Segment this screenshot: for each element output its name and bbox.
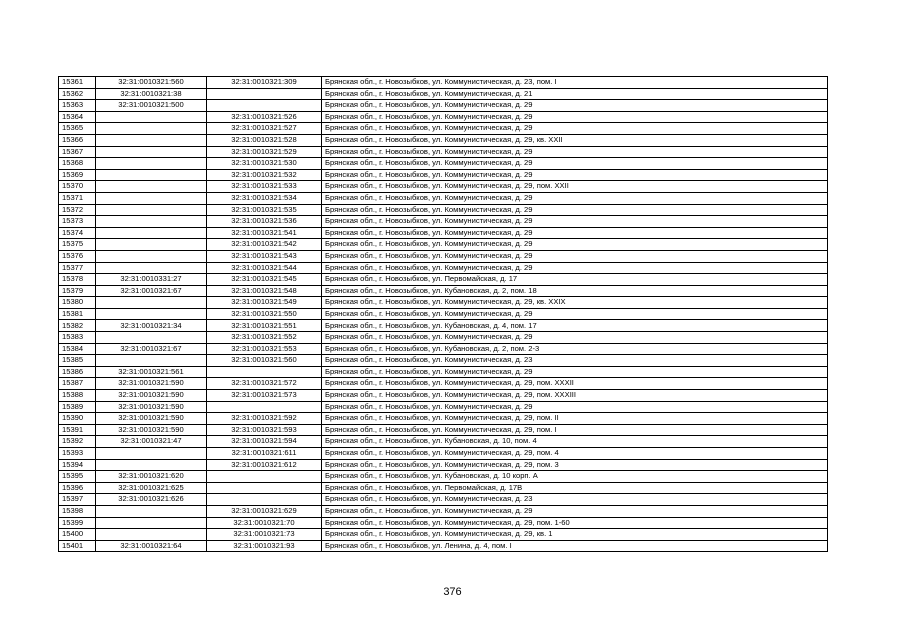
record-number-cell: 15381 [59,308,96,320]
record-number-cell: 15400 [59,529,96,541]
cadastral-number-cell [96,459,207,471]
table-row [59,297,828,309]
cadastral-number-cell: 32:31:0010321:590 [96,390,207,402]
table-row [59,134,828,146]
table-row [59,274,828,286]
parent-cadastral-number-cell: 32:31:0010321:549 [207,297,322,309]
parent-cadastral-number-cell: 32:31:0010321:542 [207,239,322,251]
cadastral-number-cell [96,250,207,262]
record-number-cell: 15388 [59,390,96,402]
parent-cadastral-number-cell: 32:31:0010321:545 [207,274,322,286]
table-row [59,262,828,274]
address-cell: Брянская обл., г. Новозыбков, ул. Коммунистическая, д. 21 [322,88,828,100]
record-number-cell: 15398 [59,505,96,517]
address-cell: Брянская обл., г. Новозыбков, ул. Коммунистическая, д. 29, пом. 4 [322,448,828,460]
address-cell: Брянская обл., г. Новозыбков, ул. Коммунистическая, д. 29, пом. II [322,413,828,425]
cadastral-number-cell [96,146,207,158]
record-number-cell: 15393 [59,448,96,460]
parent-cadastral-number-cell [207,88,322,100]
parent-cadastral-number-cell: 32:31:0010321:552 [207,332,322,344]
table-row [59,100,828,112]
record-number-cell: 15394 [59,459,96,471]
parent-cadastral-number-cell: 32:31:0010321:309 [207,77,322,89]
table-row [59,285,828,297]
record-number-cell: 15371 [59,192,96,204]
record-number-cell: 15365 [59,123,96,135]
table-row [59,216,828,228]
parent-cadastral-number-cell: 32:31:0010321:560 [207,355,322,367]
table-row [59,77,828,89]
cadastral-number-cell [96,123,207,135]
address-cell: Брянская обл., г. Новозыбков, ул. Коммунистическая, д. 29 [322,239,828,251]
parent-cadastral-number-cell: 32:31:0010321:529 [207,146,322,158]
address-cell: Брянская обл., г. Новозыбков, ул. Коммунистическая, д. 29 [322,169,828,181]
record-number-cell: 15389 [59,401,96,413]
table-row [59,494,828,506]
cadastral-number-cell [96,505,207,517]
address-cell: Брянская обл., г. Новозыбков, ул. Коммунистическая, д. 29 [322,204,828,216]
table-row [59,158,828,170]
address-cell: Брянская обл., г. Новозыбков, ул. Коммунистическая, д. 29 [322,192,828,204]
cadastral-number-cell [96,111,207,123]
table-row [59,517,828,529]
parent-cadastral-number-cell: 32:31:0010321:593 [207,424,322,436]
parent-cadastral-number-cell: 32:31:0010321:73 [207,529,322,541]
page-number: 376 [443,586,462,598]
table-row [59,239,828,251]
record-number-cell: 15363 [59,100,96,112]
cadastral-number-cell [96,216,207,228]
table-row [59,123,828,135]
table-row [59,320,828,332]
cadastral-number-cell [96,192,207,204]
table-row [59,181,828,193]
table-row [59,227,828,239]
table-row [59,390,828,402]
table-row [59,192,828,204]
parent-cadastral-number-cell: 32:31:0010321:70 [207,517,322,529]
cadastral-number-cell [96,204,207,216]
cadastral-number-cell: 32:31:0010321:620 [96,471,207,483]
cadastral-number-cell [96,529,207,541]
parent-cadastral-number-cell: 32:31:0010321:527 [207,123,322,135]
address-cell: Брянская обл., г. Новозыбков, ул. Коммунистическая, д. 29 [322,262,828,274]
cadastral-number-cell: 32:31:0010321:560 [96,77,207,89]
table-row [59,482,828,494]
table-row [59,169,828,181]
record-number-cell: 15361 [59,77,96,89]
cadastral-number-cell [96,134,207,146]
address-cell: Брянская обл., г. Новозыбков, ул. Коммунистическая, д. 29, пом. XXXII [322,378,828,390]
address-cell: Брянская обл., г. Новозыбков, ул. Коммунистическая, д. 29 [322,332,828,344]
parent-cadastral-number-cell: 32:31:0010321:594 [207,436,322,448]
record-number-cell: 15395 [59,471,96,483]
record-number-cell: 15392 [59,436,96,448]
parent-cadastral-number-cell: 32:31:0010321:572 [207,378,322,390]
parent-cadastral-number-cell [207,471,322,483]
record-number-cell: 15396 [59,482,96,494]
address-cell: Брянская обл., г. Новозыбков, ул. Коммунистическая, д. 29, пом. 3 [322,459,828,471]
record-number-cell: 15376 [59,250,96,262]
cadastral-number-cell: 32:31:0010321:67 [96,285,207,297]
record-number-cell: 15380 [59,297,96,309]
cadastral-number-cell: 32:31:0010321:34 [96,320,207,332]
address-cell: Брянская обл., г. Новозыбков, ул. Коммунистическая, д. 23, пом. I [322,77,828,89]
address-cell: Брянская обл., г. Новозыбков, ул. Кубановская, д. 10, пом. 4 [322,436,828,448]
address-cell: Брянская обл., г. Новозыбков, ул. Коммунистическая, д. 29 [322,111,828,123]
cadastral-number-cell [96,297,207,309]
cadastral-number-cell [96,227,207,239]
parent-cadastral-number-cell: 32:31:0010321:550 [207,308,322,320]
table-row [59,505,828,517]
cadastral-number-cell: 32:31:0010321:590 [96,378,207,390]
address-cell: Брянская обл., г. Новозыбков, ул. Коммунистическая, д. 29 [322,227,828,239]
record-number-cell: 15382 [59,320,96,332]
parent-cadastral-number-cell: 32:31:0010321:541 [207,227,322,239]
address-cell: Брянская обл., г. Новозыбков, ул. Коммунистическая, д. 23 [322,494,828,506]
parent-cadastral-number-cell: 32:31:0010321:534 [207,192,322,204]
parent-cadastral-number-cell: 32:31:0010321:93 [207,540,322,552]
parent-cadastral-number-cell [207,366,322,378]
table-row [59,355,828,367]
address-cell: Брянская обл., г. Новозыбков, ул. Коммунистическая, д. 29, кв. 1 [322,529,828,541]
address-cell: Брянская обл., г. Новозыбков, ул. Коммунистическая, д. 29, кв. XXII [322,134,828,146]
address-cell: Брянская обл., г. Новозыбков, ул. Коммунистическая, д. 29 [322,366,828,378]
parent-cadastral-number-cell: 32:31:0010321:573 [207,390,322,402]
cadastral-number-cell: 32:31:0010331:27 [96,274,207,286]
record-number-cell: 15377 [59,262,96,274]
record-number-cell: 15374 [59,227,96,239]
address-cell: Брянская обл., г. Новозыбков, ул. Коммунистическая, д. 29 [322,401,828,413]
table-row [59,343,828,355]
cadastral-number-cell [96,308,207,320]
table-row [59,413,828,425]
parent-cadastral-number-cell: 32:31:0010321:535 [207,204,322,216]
parent-cadastral-number-cell: 32:31:0010321:528 [207,134,322,146]
address-cell: Брянская обл., г. Новозыбков, ул. Коммунистическая, д. 29 [322,158,828,170]
record-number-cell: 15378 [59,274,96,286]
record-number-cell: 15364 [59,111,96,123]
cadastral-number-cell: 32:31:0010321:47 [96,436,207,448]
cadastral-number-cell [96,169,207,181]
parent-cadastral-number-cell: 32:31:0010321:612 [207,459,322,471]
address-cell: Брянская обл., г. Новозыбков, ул. Кубановская, д. 2, пом. 18 [322,285,828,297]
table-row [59,204,828,216]
address-cell: Брянская обл., г. Новозыбков, ул. Первомайская, д. 17 [322,274,828,286]
cadastral-number-cell [96,181,207,193]
table-row [59,540,828,552]
address-cell: Брянская обл., г. Новозыбков, ул. Коммунистическая, д. 29, пом. XXXIII [322,390,828,402]
cadastral-number-cell: 32:31:0010321:64 [96,540,207,552]
address-cell: Брянская обл., г. Новозыбков, ул. Кубановская, д. 4, пом. 17 [322,320,828,332]
cadastral-number-cell [96,158,207,170]
parent-cadastral-number-cell: 32:31:0010321:543 [207,250,322,262]
cadastral-number-cell: 32:31:0010321:561 [96,366,207,378]
table-row [59,459,828,471]
table-row [59,378,828,390]
address-cell: Брянская обл., г. Новозыбков, ул. Коммунистическая, д. 29, кв. XXIX [322,297,828,309]
record-number-cell: 15383 [59,332,96,344]
parent-cadastral-number-cell: 32:31:0010321:553 [207,343,322,355]
cadastral-number-cell [96,239,207,251]
parent-cadastral-number-cell: 32:31:0010321:551 [207,320,322,332]
table-row [59,146,828,158]
address-cell: Брянская обл., г. Новозыбков, ул. Коммунистическая, д. 29 [322,505,828,517]
address-cell: Брянская обл., г. Новозыбков, ул. Коммунистическая, д. 29 [322,100,828,112]
record-number-cell: 15375 [59,239,96,251]
table-row [59,424,828,436]
cadastral-number-cell [96,448,207,460]
address-cell: Брянская обл., г. Новозыбков, ул. Коммунистическая, д. 29 [322,250,828,262]
cadastral-number-cell: 32:31:0010321:625 [96,482,207,494]
record-number-cell: 15390 [59,413,96,425]
cadastral-number-cell [96,517,207,529]
record-number-cell: 15397 [59,494,96,506]
table-row [59,436,828,448]
address-cell: Брянская обл., г. Новозыбков, ул. Первомайская, д. 17В [322,482,828,494]
parent-cadastral-number-cell: 32:31:0010321:548 [207,285,322,297]
cadastral-number-cell [96,332,207,344]
record-number-cell: 15370 [59,181,96,193]
address-cell: Брянская обл., г. Новозыбков, ул. Коммунистическая, д. 29 [322,123,828,135]
parent-cadastral-number-cell [207,482,322,494]
table-row [59,308,828,320]
table-row [59,88,828,100]
record-number-cell: 15399 [59,517,96,529]
record-number-cell: 15373 [59,216,96,228]
cadastral-number-cell: 32:31:0010321:590 [96,424,207,436]
table-body [59,77,828,552]
parent-cadastral-number-cell: 32:31:0010321:532 [207,169,322,181]
record-number-cell: 15391 [59,424,96,436]
table-row [59,401,828,413]
cadastral-number-cell: 32:31:0010321:626 [96,494,207,506]
address-cell: Брянская обл., г. Новозыбков, ул. Кубановская, д. 10 корп. А [322,471,828,483]
table-row [59,250,828,262]
record-number-cell: 15379 [59,285,96,297]
parent-cadastral-number-cell: 32:31:0010321:544 [207,262,322,274]
parent-cadastral-number-cell: 32:31:0010321:526 [207,111,322,123]
record-number-cell: 15367 [59,146,96,158]
address-cell: Брянская обл., г. Новозыбков, ул. Коммунистическая, д. 29 [322,216,828,228]
cadastral-number-cell [96,262,207,274]
record-number-cell: 15401 [59,540,96,552]
table-row [59,111,828,123]
cadastral-number-cell: 32:31:0010321:67 [96,343,207,355]
address-cell: Брянская обл., г. Новозыбков, ул. Коммунистическая, д. 23 [322,355,828,367]
address-cell: Брянская обл., г. Новозыбков, ул. Коммунистическая, д. 29 [322,146,828,158]
record-number-cell: 15366 [59,134,96,146]
record-number-cell: 15368 [59,158,96,170]
cadastral-number-cell: 32:31:0010321:590 [96,413,207,425]
table-row [59,529,828,541]
table-row [59,366,828,378]
record-number-cell: 15386 [59,366,96,378]
property-register-table [58,76,828,552]
record-number-cell: 15385 [59,355,96,367]
parent-cadastral-number-cell: 32:31:0010321:592 [207,413,322,425]
parent-cadastral-number-cell [207,494,322,506]
address-cell: Брянская обл., г. Новозыбков, ул. Кубановская, д. 2, пом. 2-3 [322,343,828,355]
parent-cadastral-number-cell: 32:31:0010321:536 [207,216,322,228]
cadastral-number-cell: 32:31:0010321:500 [96,100,207,112]
cadastral-number-cell: 32:31:0010321:38 [96,88,207,100]
cadastral-number-cell [96,355,207,367]
parent-cadastral-number-cell: 32:31:0010321:629 [207,505,322,517]
record-number-cell: 15387 [59,378,96,390]
table-row [59,332,828,344]
parent-cadastral-number-cell: 32:31:0010321:533 [207,181,322,193]
record-number-cell: 15384 [59,343,96,355]
address-cell: Брянская обл., г. Новозыбков, ул. Ленина, д. 4, пом. I [322,540,828,552]
address-cell: Брянская обл., г. Новозыбков, ул. Коммунистическая, д. 29, пом. XXII [322,181,828,193]
table-row [59,448,828,460]
cadastral-number-cell: 32:31:0010321:590 [96,401,207,413]
address-cell: Брянская обл., г. Новозыбков, ул. Коммунистическая, д. 29, пом. I [322,424,828,436]
parent-cadastral-number-cell: 32:31:0010321:530 [207,158,322,170]
address-cell: Брянская обл., г. Новозыбков, ул. Коммунистическая, д. 29, пом. 1-60 [322,517,828,529]
address-cell: Брянская обл., г. Новозыбков, ул. Коммунистическая, д. 29 [322,308,828,320]
record-number-cell: 15372 [59,204,96,216]
record-number-cell: 15362 [59,88,96,100]
parent-cadastral-number-cell: 32:31:0010321:611 [207,448,322,460]
parent-cadastral-number-cell [207,401,322,413]
record-number-cell: 15369 [59,169,96,181]
table-row [59,471,828,483]
parent-cadastral-number-cell [207,100,322,112]
